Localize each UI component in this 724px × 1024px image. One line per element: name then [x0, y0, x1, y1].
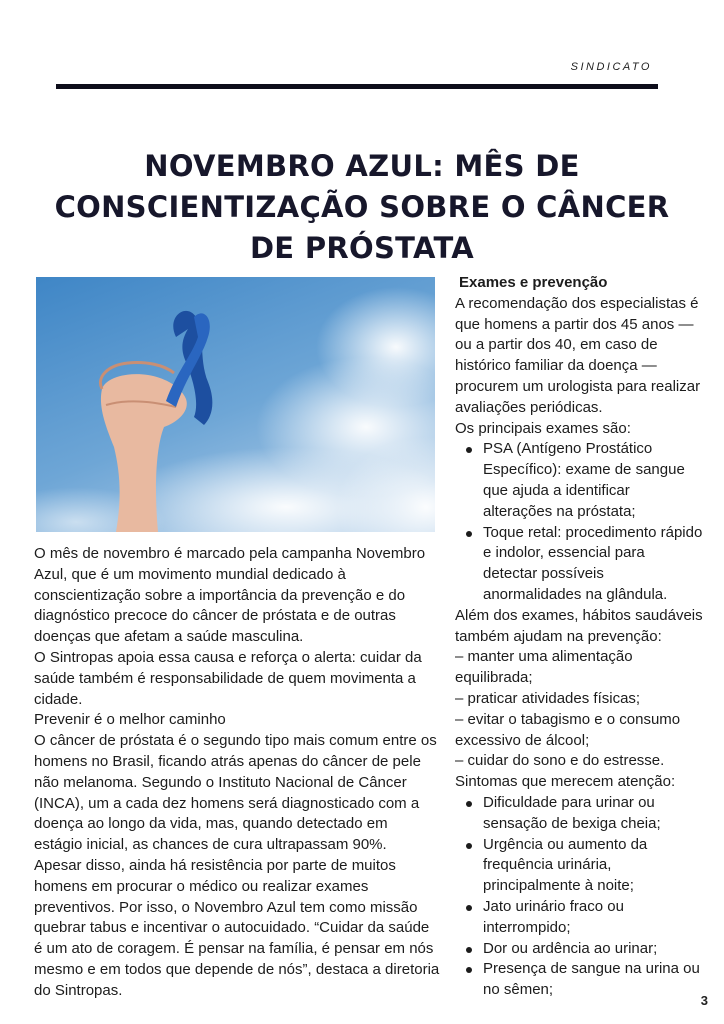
exams-intro: Os principais exames são: — [455, 419, 631, 437]
habit-line: – cuidar do sono e do estresse. — [455, 752, 665, 770]
recommendation-paragraph: A recomendação dos especialistas é que homens a partir dos 45 anos — ou a partir dos 40, em caso de histórico familiar da doença — procurem um urologista para realizar avaliações periódicas. — [455, 294, 701, 416]
right-column — [455, 273, 703, 1001]
list-item: Urgência ou aumento da frequência urinária, principalmente à noite; — [483, 835, 703, 897]
page-number: 3 — [700, 993, 708, 1008]
exams-list — [455, 439, 703, 605]
habits-intro: Além dos exames, hábitos saudáveis também ajudam na prevenção: — [455, 606, 703, 645]
article-title: NOVEMBRO AZUL: MÊS DE CONSCIENTIZAÇÃO SOBRE O CÂNCER DE PRÓSTATA — [54, 149, 670, 265]
list-item: PSA (Antígeno Prostático Específico): exame de sangue que ajuda a identificar alterações na próstata; — [483, 439, 703, 522]
sintropas-paragraph: O Sintropas apoia essa causa e reforça o alerta: cuidar da saúde também é responsabilidade de quem movimenta a cidade. — [34, 648, 422, 708]
habit-line: – praticar atividades físicas; — [455, 689, 641, 707]
habit-line: – evitar o tabagismo e o consumo excessivo de álcool; — [455, 710, 681, 749]
list-item: Jato urinário fraco ou interrompido; — [483, 897, 703, 939]
exams-heading: Exames e prevenção — [459, 274, 608, 291]
list-item: Presença de sangue na urina ou no sêmen; — [483, 959, 703, 1001]
symptoms-intro: Sintomas que merecem atenção: — [455, 773, 676, 791]
list-item: Toque retal: procedimento rápido e indolor, essencial para detectar possíveis anormalidades na glândula. — [483, 523, 703, 606]
statistics-paragraph: O câncer de próstata é o segundo tipo mais comum entre os homens no Brasil, ficando atrás apenas do câncer de pele não melanoma. Segundo o Instituto Nacional de Câncer (INCA), um a cada dez homens será diagnosticado com a doença ao longo da vida, mas, quando detectado em estágio inicial, as chances de cura ultrapassam 90%. — [34, 732, 437, 854]
intro-paragraph: O mês de novembro é marcado pela campanha Novembro Azul, que é um movimento mundial dedicado à conscientização sobre a importância da prevenção e do diagnóstico precoce do câncer de próstata e de outras doenças que afetam a saúde masculina. — [34, 545, 426, 646]
left-column — [34, 544, 440, 1002]
header-rule — [56, 84, 658, 89]
section-label: SINDICATO — [570, 61, 652, 73]
list-item: Dificuldade para urinar ou sensação de bexiga cheia; — [483, 793, 703, 835]
habit-line: – manter uma alimentação equilibrada; — [455, 648, 633, 687]
prevention-subheading: Prevenir é o melhor caminho — [34, 711, 226, 729]
symptoms-list — [455, 793, 703, 1001]
resistance-paragraph: Apesar disso, ainda há resistência por parte de muitos homens em procurar o médico ou realizar exames preventivos. Por isso, o Novembro Azul tem como missão quebrar tabus e incentivar o autocuidado. “Cuidar da saúde é um ato de coragem. É pensar na família, é pensar em nós mesmo e em todos que depende de nós”, destaca a diretoria do Sintropas. — [34, 856, 440, 999]
list-item: Dor ou ardência ao urinar; — [483, 939, 703, 960]
blue-ribbon-photo — [36, 277, 435, 532]
